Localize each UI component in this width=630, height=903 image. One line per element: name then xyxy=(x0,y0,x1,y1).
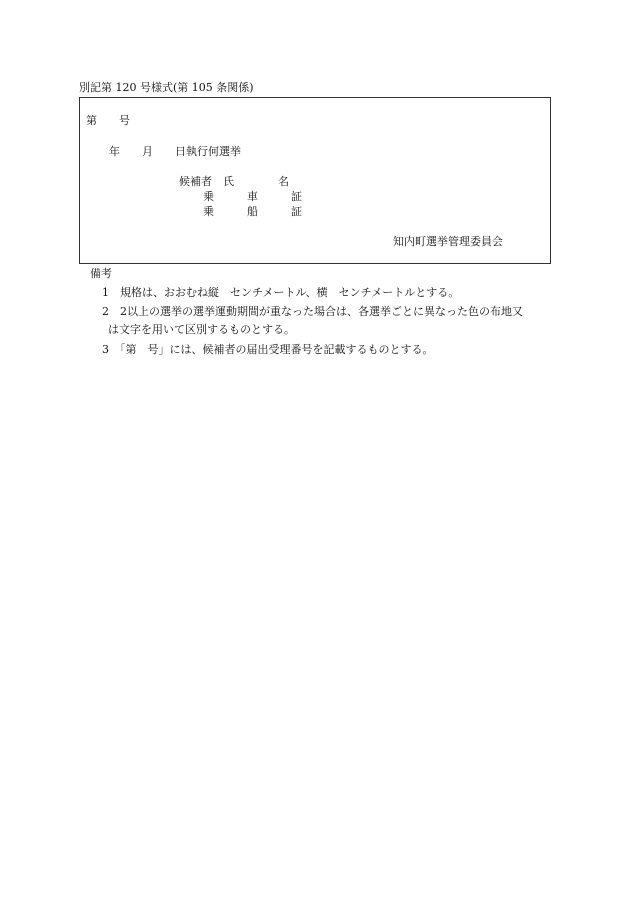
car-certificate-line: 乗 車 証 xyxy=(203,190,302,203)
note-item: 3 「第 号」には、候補者の届出受理番号を記載するものとする。 xyxy=(102,343,434,356)
candidate-name-line: 候補者 氏 名 xyxy=(179,175,289,188)
ship-certificate-line: 乗 船 証 xyxy=(203,205,302,218)
note-item: 1 規格は、おおむね縦 センチメートル、横 センチメートルとする。 xyxy=(102,286,460,299)
notes-heading: 備考 xyxy=(90,267,112,280)
form-header: 別記第 120 号様式(第 105 条関係) xyxy=(79,81,254,94)
date-election-line: 年 月 日執行何選挙 xyxy=(109,145,241,158)
issuer-name: 知内町選挙管理委員会 xyxy=(393,235,503,248)
note-item-continuation: は文字を用いて区別するものとする。 xyxy=(108,323,295,336)
number-label: 第 号 xyxy=(86,114,130,127)
note-item: 2 2以上の選挙の選挙運動期間が重なった場合は、各選挙ごとに異なった色の布地又 xyxy=(102,305,523,318)
